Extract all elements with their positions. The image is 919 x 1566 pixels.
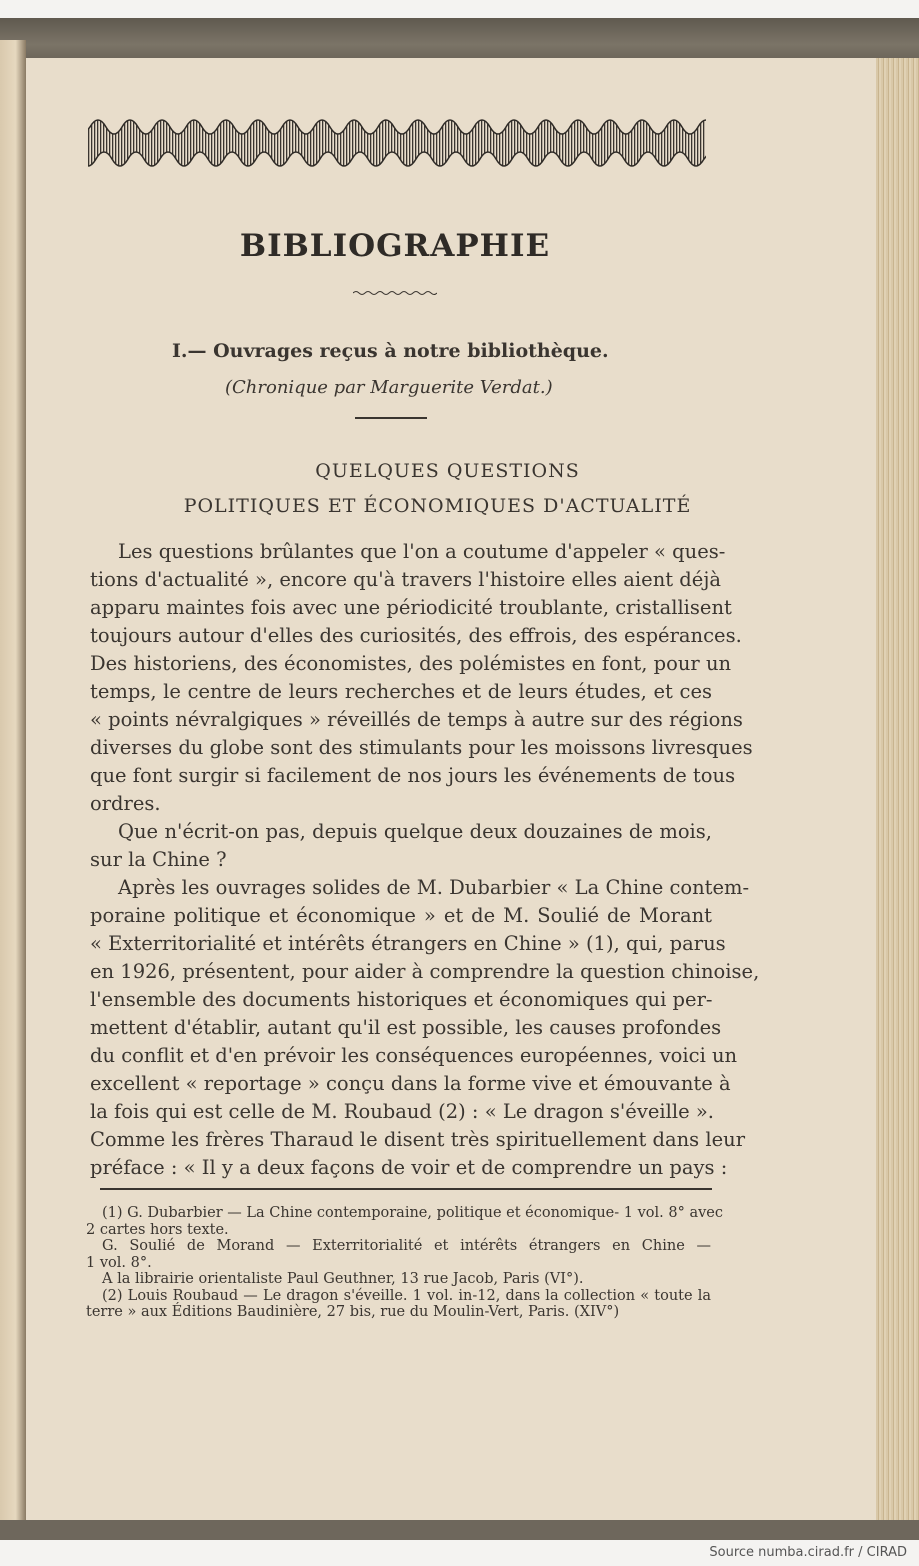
footnote-line: terre » aux Éditions Baudinière, 27 bis, rue du Moulin-Vert, Paris. (XIV°) — [86, 1304, 620, 1320]
article-title-line1: QUELQUES QUESTIONS — [315, 460, 580, 482]
article-title-line2: POLITIQUES ET ÉCONOMIQUES D'ACTUALITÉ — [183, 495, 692, 517]
body-line: Que n'écrit-on pas, depuis quelque deux douzaines de mois, — [118, 820, 712, 843]
section-subheading: (Chronique par Marguerite Verdat.) — [225, 377, 553, 398]
page-stack-edges — [876, 58, 919, 1520]
body-line: toujours autour d'elles des curiosités, des effrois, des espérances. — [90, 624, 742, 647]
body-line: temps, le centre de leurs recherches et de leurs études, et ces — [90, 680, 712, 703]
footnote-line: 1 vol. 8°. — [86, 1254, 152, 1271]
body-line: diverses du globe sont des stimulants pour les moissons livresques — [90, 736, 753, 759]
body-line: préface : « Il y a deux façons de voir et de comprendre un pays : — [90, 1156, 728, 1179]
divider — [355, 417, 427, 419]
title-squiggle-divider — [353, 289, 437, 297]
body-line: mettent d'établir, autant qu'il est possible, les causes profondes — [90, 1016, 722, 1039]
body-line: excellent « reportage » conçu dans la forme vive et émouvante à — [90, 1072, 731, 1095]
body-line: Après les ouvrages solides de M. Dubarbier « La Chine contem- — [118, 876, 750, 899]
page-title: BIBLIOGRAPHIE — [239, 228, 551, 264]
wave-ornament — [88, 115, 706, 171]
body-line: la fois qui est celle de M. Roubaud (2) : « Le dragon s'éveille ». — [90, 1100, 714, 1123]
footnote-line: 2 cartes hors texte. — [86, 1221, 229, 1238]
body-line: tions d'actualité », encore qu'à travers l'histoire elles aient déjà — [90, 568, 721, 591]
body-line: « Exterritorialité et intérêts étrangers en Chine » (1), qui, parus — [90, 932, 726, 955]
body-line: l'ensemble des documents historiques et économiques qui per- — [90, 988, 713, 1011]
footnotes — [86, 1205, 724, 1321]
body-line: du conflit et d'en prévoir les conséquences européennes, voici un — [90, 1044, 738, 1067]
book-top-edge — [0, 18, 919, 62]
body-line: poraine politique et économique » et de M. Soulié de Morant — [90, 904, 712, 927]
body-line: Des historiens, des économistes, des polémistes en font, pour un — [90, 652, 732, 675]
body-line: ordres. — [90, 792, 161, 815]
footnote-line: (1) G. Dubarbier — La Chine contemporaine, politique et économique- 1 vol. 8° avec — [102, 1205, 724, 1221]
footnote-divider — [100, 1188, 712, 1190]
body-line: Comme les frères Tharaud le disent très spirituellement dans leur — [90, 1128, 746, 1151]
body-text — [90, 538, 760, 1182]
body-line: que font surgir si facilement de nos jours les événements de tous — [90, 764, 736, 787]
footnote-line: (2) Louis Roubaud — Le dragon s'éveille. 1 vol. in-12, dans la collection « toute la — [102, 1287, 711, 1304]
body-line: « points névralgiques » réveillés de temps à autre sur des régions — [90, 708, 743, 731]
body-line: Les questions brûlantes que l'on a coutume d'appeler « ques- — [118, 540, 726, 563]
book-bottom-edge — [0, 1520, 919, 1540]
body-line: sur la Chine ? — [90, 848, 227, 871]
source-credit: Source numba.cirad.fr / CIRAD — [709, 1545, 907, 1560]
footnote-line: G. Soulié de Morand — Exterritorialité et intérêts étrangers en Chine — — [102, 1238, 711, 1254]
body-line: apparu maintes fois avec une périodicité troublante, cristallisent — [90, 596, 732, 619]
section-heading: I.— Ouvrages reçus à notre bibliothèque. — [172, 340, 609, 362]
body-line: en 1926, présentent, pour aider à comprendre la question chinoise, — [90, 960, 760, 983]
footnote-line: A la librairie orientaliste Paul Geuthner, 13 rue Jacob, Paris (VI°). — [102, 1271, 584, 1287]
